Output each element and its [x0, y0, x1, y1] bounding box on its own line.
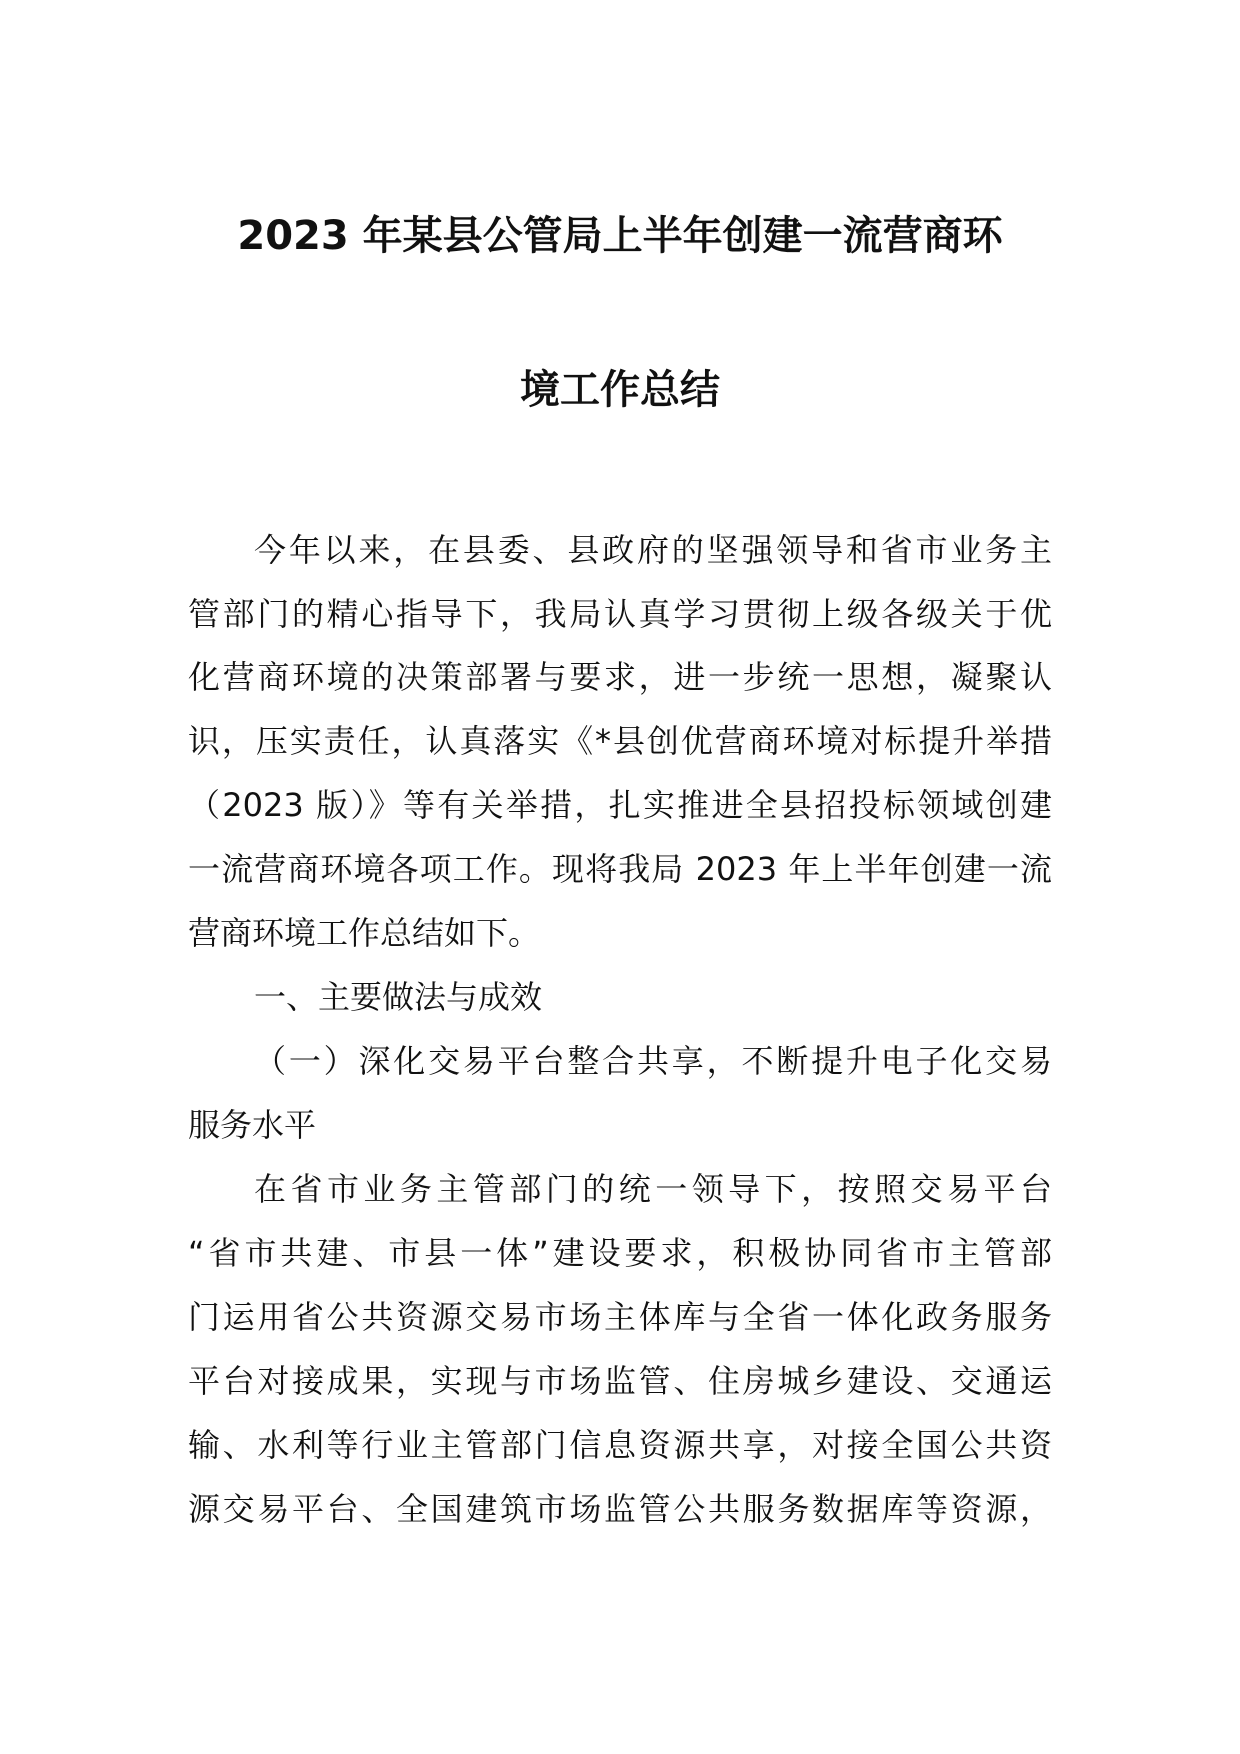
paragraph-2-line-2: “省市共建、市县一体”建设要求，积极协同省市主管部 — [188, 1234, 1052, 1272]
intro-line-2: 管部门的精心指导下，我局认真学习贯彻上级各级关于优 — [188, 595, 1052, 633]
paragraph-2-line-1: 在省市业务主管部门的统一领导下，按照交易平台 — [254, 1170, 1052, 1208]
section-heading-1: 一、主要做法与成效 — [254, 978, 543, 1016]
document-title-line-1: 2023 年某县公管局上半年创建一流营商环 — [237, 213, 1003, 259]
paragraph-2-line-5: 输、水利等行业主管部门信息资源共享，对接全国公共资 — [188, 1426, 1052, 1464]
paragraph-2-line-6: 源交易平台、全国建筑市场监管公共服务数据库等资源， — [188, 1490, 1052, 1528]
subsection-heading-1-line-2: 服务水平 — [188, 1106, 317, 1144]
intro-line-6: 一流营商环境各项工作。现将我局 2023 年上半年创建一流 — [188, 850, 1052, 888]
subsection-heading-1-line-1: （一）深化交易平台整合共享，不断提升电子化交易 — [254, 1042, 1052, 1080]
paragraph-2-line-4: 平台对接成果，实现与市场监管、住房城乡建设、交通运 — [188, 1362, 1052, 1400]
paragraph-2-line-3: 门运用省公共资源交易市场主体库与全省一体化政务服务 — [188, 1298, 1052, 1336]
intro-line-1: 今年以来，在县委、县政府的坚强领导和省市业务主 — [254, 531, 1052, 569]
intro-line-4: 识，压实责任，认真落实《*县创优营商环境对标提升举措 — [188, 722, 1052, 760]
intro-line-3: 化营商环境的决策部署与要求，进一步统一思想，凝聚认 — [188, 658, 1052, 696]
intro-line-7: 营商环境工作总结如下。 — [188, 914, 541, 952]
intro-line-5: （2023 版）》等有关举措，扎实推进全县招投标领域创建 — [188, 786, 1052, 824]
document-title-line-2: 境工作总结 — [520, 367, 720, 413]
